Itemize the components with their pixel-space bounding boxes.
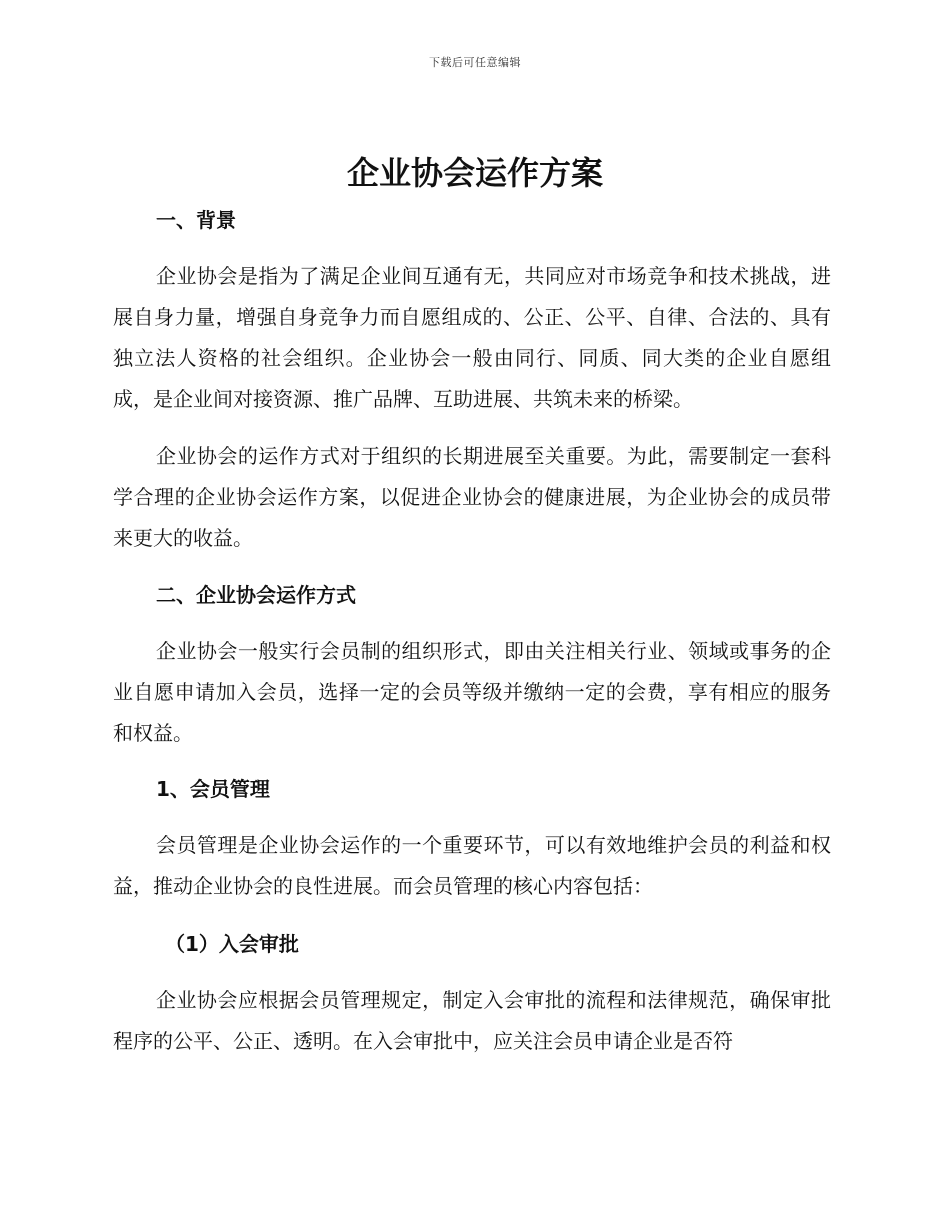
subsection-heading-member-management: 1、会员管理 [156,777,270,801]
paragraph-background-2: 企业协会的运作方式对于组织的长期进展至关重要。为此，需要制定一套科学合理的企业协会运作方案，以促进企业协会的健康进展，为企业协会的成员带来更大的收益。 [113,444,831,550]
paragraph-background-1: 企业协会是指为了满足企业间互通有无，共同应对市场竞争和技术挑战，进展自身力量，增强自身竞争力而自愿组成的、公正、公平、自律、合法的、具有独立法人资格的社会组织。企业协会一般由同行、同质、同大类的企业自愿组成，是企业间对接资源、推广品牌、互助进展、共筑未来的桥梁。 [113,264,831,411]
section-heading-operation: 二、企业协会运作方式 [156,583,356,607]
document-body [113,200,831,1062]
subsection-heading-admission-approval: （1）入会审批 [165,932,299,956]
section-heading-background: 一、背景 [156,208,236,232]
paragraph-admission-approval-1: 企业协会应根据会员管理规定，制定入会审批的流程和法律规范，确保审批程序的公平、公正、透明。在入会审批中，应关注会员申请企业是否符 [113,988,831,1053]
page-header-note: 下载后可任意编辑 [429,56,521,69]
paragraph-member-management-1: 会员管理是企业协会运作的一个重要环节，可以有效地维护会员的利益和权益，推动企业协会的良性进展。而会员管理的核心内容包括： [113,833,831,898]
document-title: 企业协会运作方案 [346,154,603,192]
paragraph-operation-1: 企业协会一般实行会员制的组织形式，即由关注相关行业、领域或事务的企业自愿申请加入会员，选择一定的会员等级并缴纳一定的会费，享有相应的服务和权益。 [113,639,831,745]
